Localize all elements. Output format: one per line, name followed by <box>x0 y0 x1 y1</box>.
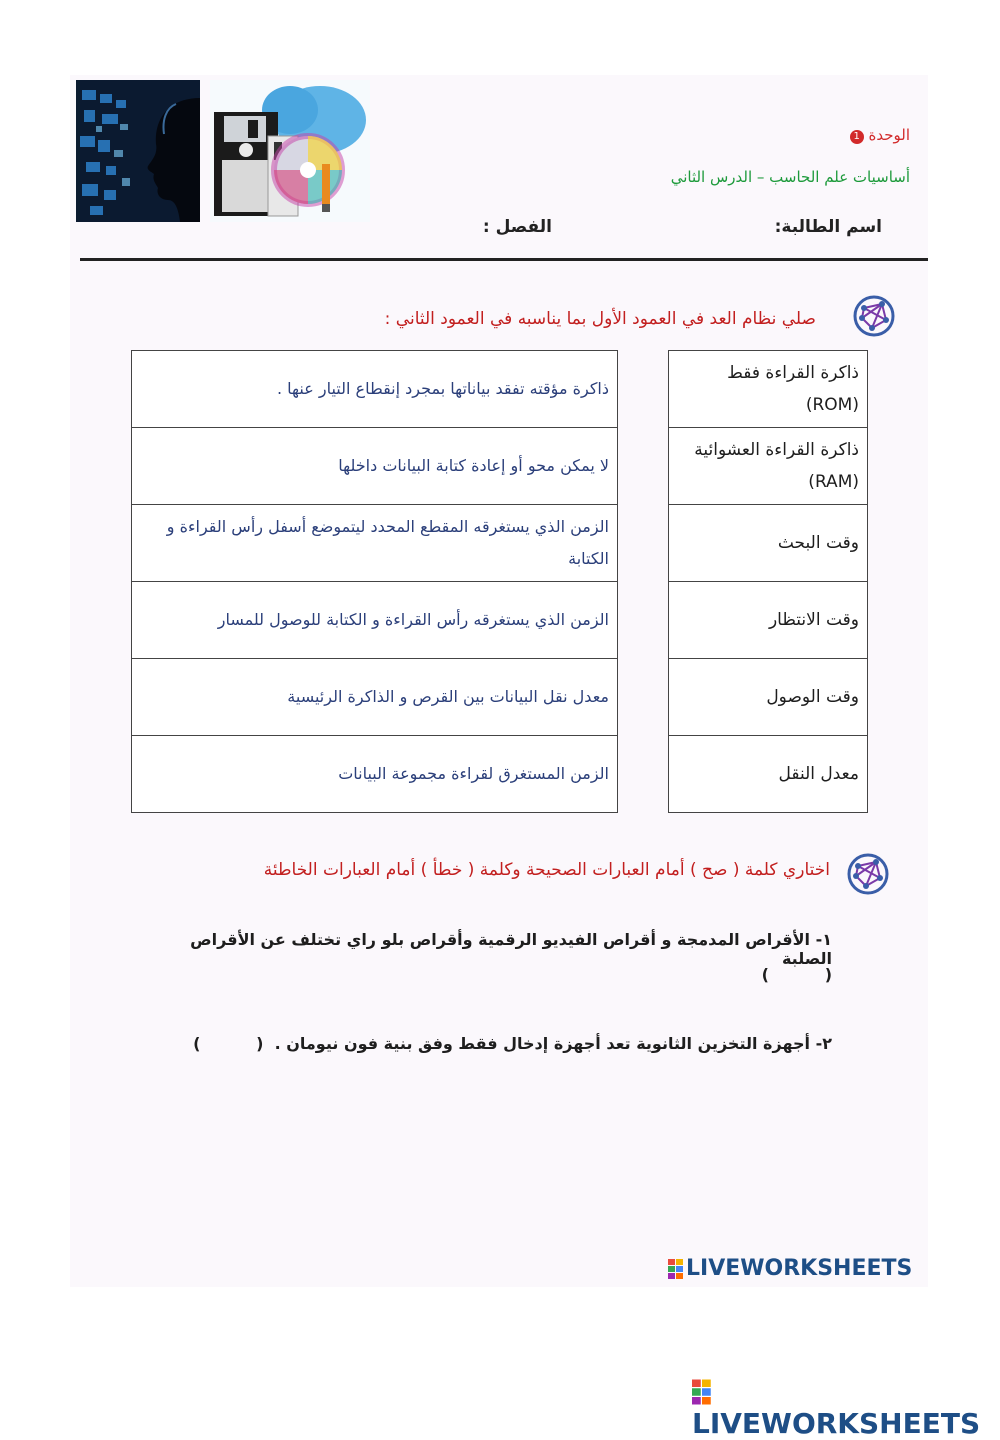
term-cell[interactable]: ذاكرة القراءة العشوائية (RAM) <box>669 428 868 505</box>
unit-label: الوحدة <box>868 126 910 144</box>
network-icon <box>852 294 896 338</box>
table-row <box>132 351 618 428</box>
table-row <box>669 736 868 813</box>
statement-1: ١- الأقراص المدمجة و أقراص الفيديو الرقمية وأقراص بلو راي تختلف عن الأقراص الصلبة <box>190 930 832 968</box>
definition-cell[interactable]: ذاكرة مؤقته تفقد بياناتها بمجرد إنقطاع التيار عنها . <box>132 351 618 428</box>
term-cell[interactable]: ذاكرة القراءة فقط (ROM) <box>669 351 868 428</box>
matching-column-definitions <box>131 350 618 813</box>
unit-number-badge: 1 <box>850 130 864 144</box>
definition-cell[interactable]: الزمن المستغرق لقراءة مجموعة البيانات <box>132 736 618 813</box>
statement-2[interactable]: ٢- أجهزة التخزين الثانوية تعد أجهزة إدخال فقط وفق بنية فون نيومان . ( ) <box>193 1034 832 1053</box>
table-row <box>669 659 868 736</box>
header-divider <box>80 258 928 261</box>
term-cell[interactable]: وقت الانتظار <box>669 582 868 659</box>
table-row <box>132 736 618 813</box>
matching-column-terms <box>668 350 868 813</box>
class-label: الفصل : <box>482 217 552 237</box>
table-row <box>669 505 868 582</box>
person-digital-image <box>76 80 200 222</box>
liveworksheets-text: LIVEWORKSHEETS <box>686 1256 913 1281</box>
lesson-title: أساسيات علم الحاسب – الدرس الثاني <box>670 168 910 186</box>
definition-cell[interactable]: لا يمكن محو أو إعادة كتابة البيانات داخلها <box>132 428 618 505</box>
term-cell[interactable]: وقت الوصول <box>669 659 868 736</box>
definition-cell[interactable]: معدل نقل البيانات بين القرص و الذاكرة الرئيسية <box>132 659 618 736</box>
unit-heading <box>848 126 910 144</box>
table-row <box>132 505 618 582</box>
liveworksheets-logo-icon <box>668 1259 684 1279</box>
definition-cell[interactable]: الزمن الذي يستغرقه المقطع المحدد ليتموضع أسفل رأس القراءة و الكتابة <box>132 505 618 582</box>
liveworksheets-text: LIVEWORKSHEETS <box>692 1407 981 1440</box>
question1-title: صلي نظام العد في العمود الأول بما يناسبه في العمود الثاني : <box>384 309 816 329</box>
liveworksheets-logo-icon <box>692 1379 712 1405</box>
definition-cell[interactable]: الزمن الذي يستغرقه رأس القراءة و الكتابة للوصول للمسار <box>132 582 618 659</box>
term-cell[interactable]: معدل النقل <box>669 736 868 813</box>
table-row <box>669 351 868 428</box>
term-cell[interactable]: وقت البحث <box>669 505 868 582</box>
table-row <box>132 428 618 505</box>
network-icon <box>846 852 890 896</box>
liveworksheets-footer-brand[interactable] <box>692 1374 1000 1440</box>
liveworksheets-watermark <box>668 1256 912 1281</box>
question2-title: اختاري كلمة ( صح ) أمام العبارات الصحيحة وكلمة ( خطأ ) أمام العبارات الخاطئة <box>263 860 830 880</box>
table-row <box>669 582 868 659</box>
table-row <box>132 659 618 736</box>
student-name-label: اسم الطالبة: <box>774 217 882 237</box>
table-row <box>132 582 618 659</box>
table-row <box>669 428 868 505</box>
statement-1-answer-blank[interactable]: ( ) <box>761 965 832 984</box>
storage-media-image <box>210 80 370 222</box>
